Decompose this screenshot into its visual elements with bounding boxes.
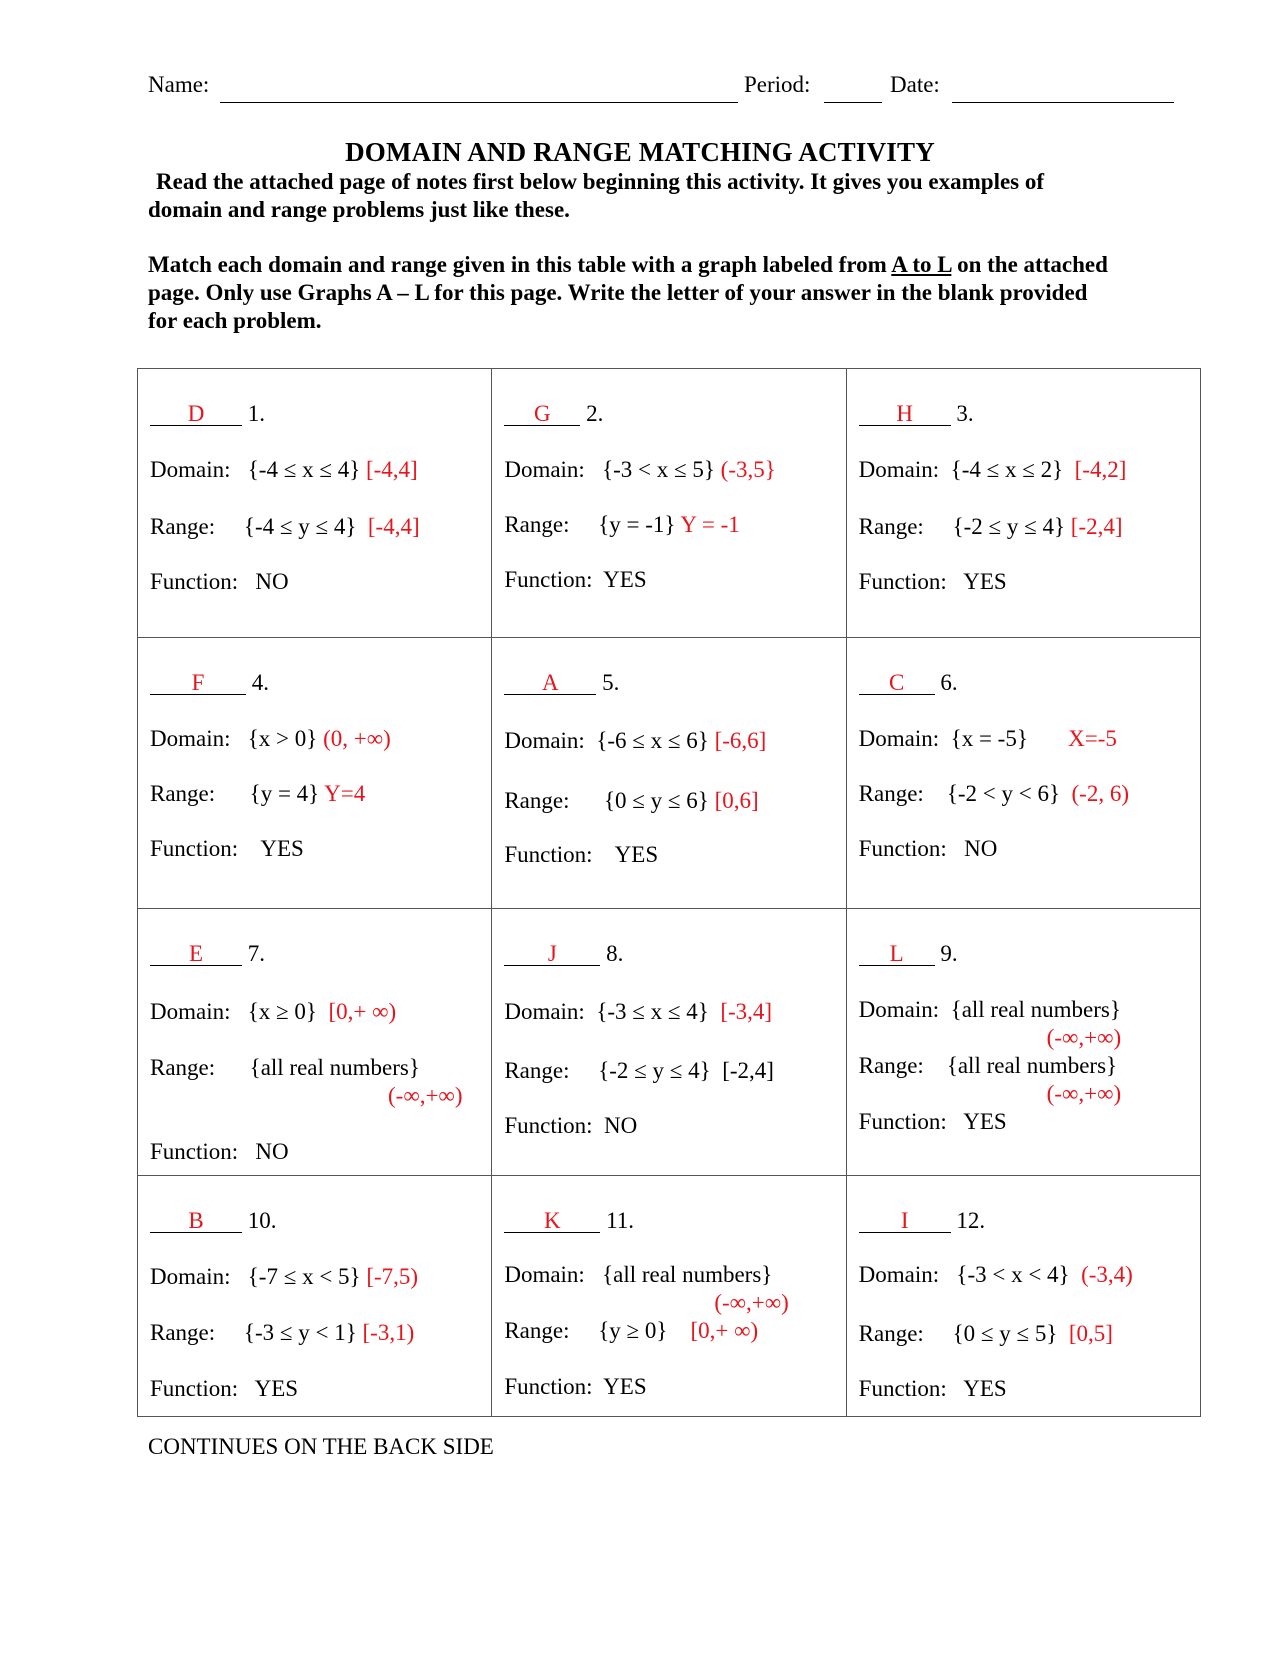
problem-cell-4	[138, 638, 492, 909]
domain-interval: [-6,6]	[714, 728, 767, 753]
problem-cell-2	[492, 369, 846, 638]
function-label: Function:	[858, 569, 947, 594]
problem-number: 9.	[940, 941, 958, 966]
answer-blank[interactable]: D	[150, 403, 242, 426]
range-label: Range:	[858, 781, 924, 806]
range-value: {-2 ≤ y ≤ 4}	[598, 1058, 711, 1083]
problem-cell-8	[492, 909, 846, 1176]
range-interval: Y = -1	[680, 512, 740, 537]
range-interval: (-∞,+∞)	[1046, 1081, 1122, 1106]
domain-label: Domain:	[150, 999, 231, 1024]
answer-blank[interactable]: E	[150, 943, 242, 966]
table-row	[138, 909, 1201, 1176]
range-interval: (-2, 6)	[1071, 781, 1129, 806]
answer-blank[interactable]: A	[504, 672, 596, 695]
function-label: Function:	[504, 567, 593, 592]
range-value: {-2 < y < 6}	[946, 781, 1060, 806]
instructions-text-c: on the attached	[951, 252, 1108, 277]
domain-value: {x = -5}	[950, 726, 1028, 751]
problem-cell-7	[138, 909, 492, 1176]
domain-label: Domain:	[504, 728, 585, 753]
range-value: {0 ≤ y ≤ 6}	[603, 788, 709, 813]
range-value: {0 ≤ y ≤ 5}	[952, 1321, 1058, 1346]
range-label: Range:	[150, 1055, 216, 1080]
function-value: NO	[604, 1113, 638, 1138]
function-label: Function:	[858, 1376, 947, 1401]
page-title: DOMAIN AND RANGE MATCHING ACTIVITY	[345, 137, 935, 167]
problem-cell-6	[846, 638, 1200, 909]
domain-interval: [0,+ ∞)	[328, 999, 397, 1024]
instructions-text-a: Match each domain and range given in this table with a graph labeled from	[148, 252, 892, 277]
function-label: Function:	[150, 1376, 239, 1401]
problem-cell-10	[138, 1176, 492, 1417]
domain-label: Domain:	[504, 457, 585, 482]
domain-interval: [-3,4]	[720, 999, 773, 1024]
problem-number: 3.	[956, 401, 974, 426]
intro-line-1: Read the attached page of notes first below beginning this activity. It gives you examples of	[156, 169, 1045, 194]
period-field[interactable]	[824, 82, 882, 103]
domain-interval: X=-5	[1068, 726, 1117, 751]
problem-number: 6.	[940, 670, 958, 695]
problem-number: 4.	[251, 670, 269, 695]
range-value: {all real numbers}	[946, 1053, 1118, 1078]
answer-blank[interactable]: K	[504, 1210, 600, 1233]
problem-number: 10.	[247, 1208, 277, 1233]
range-label: Range:	[504, 788, 570, 813]
answer-blank[interactable]: C	[859, 672, 935, 695]
range-value: {y = 4}	[249, 781, 320, 806]
range-interval: [-2,4]	[722, 1058, 774, 1083]
domain-interval: [-4,2]	[1074, 457, 1127, 482]
domain-value: {x ≥ 0}	[247, 999, 317, 1024]
domain-interval: [-4,4]	[365, 457, 418, 482]
function-value: YES	[603, 567, 647, 592]
problem-cell-11	[492, 1176, 846, 1417]
range-interval: [0,5]	[1068, 1321, 1113, 1346]
function-value: YES	[603, 1374, 647, 1399]
function-label: Function:	[504, 1374, 593, 1399]
domain-interval: (-3,4)	[1081, 1262, 1133, 1287]
range-value: {-4 ≤ y ≤ 4}	[243, 514, 357, 539]
domain-label: Domain:	[858, 997, 940, 1022]
period-label: Period:	[744, 72, 811, 97]
domain-value: {-6 ≤ x ≤ 6}	[596, 728, 709, 753]
range-interval: Y=4	[324, 781, 366, 806]
problem-number: 12.	[956, 1208, 986, 1233]
function-value: YES	[963, 1109, 1007, 1134]
problem-number: 11.	[606, 1208, 634, 1233]
domain-label: Domain:	[858, 726, 940, 751]
instructions-line-3: for each problem.	[148, 308, 322, 333]
name-label: Name:	[148, 72, 210, 97]
range-label: Range:	[858, 514, 924, 539]
function-value: YES	[254, 1376, 299, 1401]
domain-label: Domain:	[504, 1262, 585, 1287]
problem-number: 2.	[586, 401, 604, 426]
range-label: Range:	[858, 1053, 924, 1078]
problem-cell-1	[138, 369, 492, 638]
date-field[interactable]	[952, 82, 1174, 103]
range-interval: (-∞,+∞)	[388, 1083, 463, 1108]
domain-interval: (-∞,+∞)	[714, 1290, 789, 1315]
range-label: Range:	[150, 514, 216, 539]
range-value: {y ≥ 0}	[598, 1318, 668, 1343]
function-value: YES	[614, 842, 659, 867]
function-label: Function:	[504, 842, 593, 867]
problem-number: 7.	[247, 941, 265, 966]
range-label: Range:	[504, 512, 570, 537]
answer-blank[interactable]: F	[150, 672, 246, 695]
range-interval: [-2,4]	[1070, 514, 1123, 539]
domain-interval: (-3,5}	[720, 457, 776, 482]
function-label: Function:	[150, 569, 239, 594]
range-value: {-3 ≤ y < 1}	[243, 1320, 357, 1345]
instructions-range-highlight: A to L	[891, 252, 952, 277]
domain-label: Domain:	[150, 726, 231, 751]
domain-label: Domain:	[150, 1264, 231, 1289]
domain-interval: (-∞,+∞)	[1046, 1025, 1122, 1050]
range-value: {all real numbers}	[249, 1055, 420, 1080]
range-interval: [0,+ ∞)	[690, 1318, 759, 1343]
domain-value: {-3 < x < 4}	[956, 1262, 1070, 1287]
function-label: Function:	[150, 836, 239, 861]
function-label: Function:	[858, 1109, 947, 1134]
domain-label: Domain:	[150, 457, 231, 482]
answer-blank[interactable]: L	[859, 943, 935, 966]
range-label: Range:	[504, 1318, 570, 1343]
domain-value: {-3 ≤ x ≤ 4}	[596, 999, 709, 1024]
problem-number: 8.	[606, 941, 624, 966]
function-value: YES	[963, 1376, 1007, 1401]
domain-value: {-7 ≤ x < 5}	[247, 1264, 361, 1289]
problem-cell-5	[492, 638, 846, 909]
range-interval: [0,6]	[714, 788, 759, 813]
table-row	[138, 369, 1201, 638]
problem-number: 5.	[602, 670, 620, 695]
domain-interval: [-7,5)	[366, 1264, 419, 1289]
function-value: NO	[255, 569, 289, 594]
function-label: Function:	[150, 1139, 239, 1164]
answer-blank[interactable]: G	[504, 403, 580, 426]
domain-label: Domain:	[858, 457, 940, 482]
range-label: Range:	[150, 781, 216, 806]
range-label: Range:	[150, 1320, 216, 1345]
function-value: NO	[964, 836, 998, 861]
function-value: NO	[255, 1139, 289, 1164]
date-label: Date:	[890, 72, 940, 97]
answer-blank[interactable]: I	[859, 1210, 951, 1233]
problem-number: 1.	[247, 401, 265, 426]
answer-blank[interactable]: J	[504, 943, 600, 966]
problem-cell-12	[846, 1176, 1200, 1417]
range-value: {y = -1}	[598, 512, 676, 537]
domain-value: {all real numbers}	[602, 1262, 773, 1287]
problem-cell-9	[846, 909, 1200, 1176]
continues-note: CONTINUES ON THE BACK SIDE	[148, 1434, 494, 1459]
range-interval: [-4,4]	[367, 514, 420, 539]
domain-value: {-3 < x ≤ 5}	[602, 457, 715, 482]
domain-label: Domain:	[858, 1262, 940, 1287]
answer-blank[interactable]: B	[150, 1210, 242, 1233]
range-label: Range:	[504, 1058, 570, 1083]
table-row	[138, 1176, 1201, 1417]
table-row	[138, 638, 1201, 909]
domain-value: {-4 ≤ x ≤ 2}	[950, 457, 1064, 482]
matching-table	[137, 368, 1201, 1417]
function-value: YES	[963, 569, 1007, 594]
domain-value: {all real numbers}	[950, 997, 1121, 1022]
range-interval: [-3,1)	[362, 1320, 415, 1345]
answer-blank[interactable]: H	[859, 403, 951, 426]
range-value: {-2 ≤ y ≤ 4}	[952, 514, 1066, 539]
function-label: Function:	[858, 836, 947, 861]
instructions-line-1	[148, 251, 1208, 279]
domain-label: Domain:	[504, 999, 585, 1024]
domain-interval: (0, +∞)	[323, 726, 391, 751]
domain-value: {x > 0}	[247, 726, 318, 751]
problem-cell-3	[846, 369, 1200, 638]
function-value: YES	[260, 836, 304, 861]
intro-line-2: domain and range problems just like these.	[148, 197, 570, 222]
name-field[interactable]	[220, 82, 738, 103]
instructions-line-2: page. Only use Graphs A – L for this page. Write the letter of your answer in the blank provided	[148, 280, 1088, 305]
function-label: Function:	[504, 1113, 593, 1138]
range-label: Range:	[858, 1321, 924, 1346]
domain-value: {-4 ≤ x ≤ 4}	[247, 457, 361, 482]
